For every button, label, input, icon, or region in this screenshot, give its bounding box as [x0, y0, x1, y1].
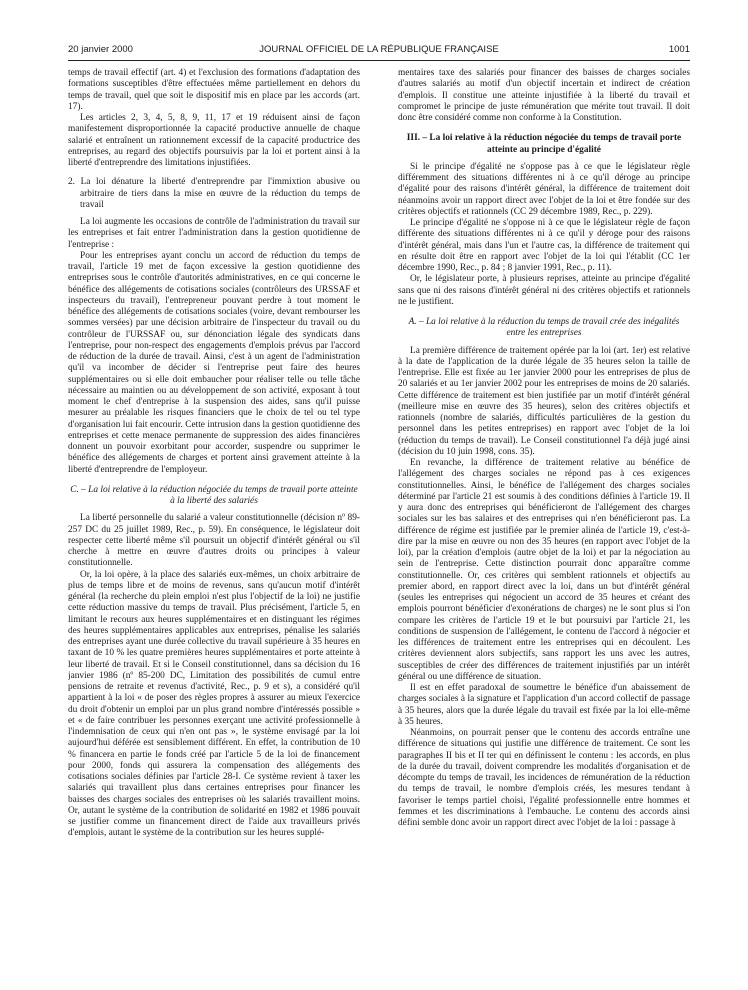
paragraph: Néanmoins, on pourrait penser que le contenu des accords entraîne une différence de situations qui justifie une différence de traitement. Ce sont les paragraphes II bis et II ter qui en définissent le contenu : les accords, en plus de la durée du travail, doivent comprendre les modalités d'organisation et de décompte du temps de travail, les incidences de rémunération de la réduction du temps de travail, le nombre d'emplois créés, les mesures tendant à favoriser le temps partiel choisi, l'égalité professionnelle entre hommes et femmes et les discriminations à l'embauche. Le contenu des accords ainsi défini semble donc avoir un rapport direct avec l'objet de la loi : passage à [398, 728, 690, 828]
paragraph: Si le principe d'égalité ne s'oppose pas à ce que le législateur règle différemment des situations différentes ni à ce qu'il déroge au principe d'égalité pour des raisons d'intérêt général, la différence de traitement doit néanmoins avoir un rapport direct avec l'objet de la loi et être fondée sur des critères objectifs et rationnels (CC 29 décembre 1989, Rec., p. 229). [398, 161, 690, 217]
paragraph: Les articles 2, 3, 4, 5, 8, 9, 11, 17 et 19 réduisent ainsi de façon manifestement disproportionnée la capacité productive annuelle de chaque salarié et entraînent un rationnement excessif de la capacité productrice des entreprises, au regard des objectifs poursuivis par la loi et portent ainsi à la liberté d'entreprendre des limitations injustifiées. [68, 113, 360, 168]
paragraph: Pour les entreprises ayant conclu un accord de réduction du temps de travail, l'article 19 met de façon excessive la gestion quotidienne des entreprises sous le contrôle d'autorités administratives, en ce qui concerne le bénéfice des allégements de cotisations sociales (contrôleurs des URSSAF et inspecteurs du travail), l'entrepreneur pouvant perdre à tout moment le bénéfice des allégements de cotisations sociales (voire, devant rembourser les sommes versées) par une décision arbitraire de l'inspecteur du travail ou du contrôleur de l'URSSAF ou, sur dénonciation légale des syndicats dans l'entreprise, pour non-respect des engagements d'emplois prévus par l'accord de réduction de la durée de travail. Ainsi, c'est à un agent de l'administration qu'il va incomber de décider si l'entreprise peut faire des heures supplémentaires ou si elle doit embaucher pour réaliser telle ou telle tâche nécessaire au maintien ou au développement de son activité, exposant à tout moment le chef d'entreprise à la suspension des aides, sans qu'il puisse mesurer au préalable les risques financiers que le choix de tel ou tel type d'organisation lui fait encourir. Cette intrusion dans la gestion quotidienne des entreprises et cette menace permanente de suppression des aides financières donnent un pouvoir exorbitant pour accorder, suspendre ou supprimer le bénéfice des allégements de charges et portent ainsi gravement atteinte à la liberté d'entreprendre de l'employeur. [68, 250, 360, 475]
numbered-subheading: 2. La loi dénature la liberté d'entreprendre par l'immixtion abusive ou arbitraire de tiers dans la mise en œuvre de la réduction du temps de travail [68, 177, 360, 210]
paragraph: Il est en effet paradoxal de soumettre le bénéfice d'un abaissement de charges sociales à la signature et l'application d'un accord collectif de passage à 35 heures, alors que la durée légale du travail est fixée par la loi elle-même à 35 heures. [398, 683, 690, 727]
paragraph: Or, la loi opère, à la place des salariés eux-mêmes, un choix arbitraire de plus de temps libre et de moins de revenus, sans qu'aucun motif d'intérêt général (la recherche du plein emploi n'est plus l'objectif de la loi) ne justifie cette réduction massive du temps de travail. Plus précisément, l'article 5, en limitant le recours aux heures supplémentaires et en distinguant les régimes des heures supplémentaires applicables aux entreprises, pénalise les salariés des entreprises ayant une durée collective du travail supérieure à 35 heures en taxant de 10 % les quatre premières heures supplémentaires et porte atteinte à leur liberté de travail. Et si le Conseil constitutionnel, dans sa décision du 16 janvier 1986 (nº 85-200 DC, Limitation des possibilités de cumul entre pensions de retraite et revenus d'activité, Rec., p. 9 et s), a considéré qu'il appartient à la loi « de poser des règles propres à assurer au mieux l'exercice du droit d'obtenir un emploi par un plus grand nombre d'intéressés possible » et « de faire contribuer les personnes exerçant une activité professionnelle à l'indemnisation de ceux qui n'en ont pas », le système envisagé par la loi aujourd'hui déférée est sensiblement différent. En effet, la contribution de 10 % financera en partie le fonds créé par l'article 5 de la loi de financement pour 2000, fonds qui assurera la compensation des allégements des cotisations sociales définies par l'article 28-I. Ce système revient à taxer les salariés qui travaillent plus dans certaines entreprises pour financer les baisses des charges sociales des entreprises où les salariés travaillent moins. Or, autant le système de la contribution de solidarité en 1982 et 1986 pouvait se justifier comme un financement direct de l'aide aux travailleurs privés d'emplois, autant le système de la contribution sur les heures supplé- [68, 569, 360, 839]
paragraph: La liberté personnelle du salarié a valeur constitutionnelle (décision nº 89-257 DC du 25 juillet 1989, Rec., p. 59). En conséquence, le législateur doit respecter cette liberté même s'il poursuit un objectif d'intérêt général ou s'il cherche à mettre en œuvre d'autres droits ou principes à valeur constitutionnelle. [68, 513, 360, 569]
running-header [68, 44, 690, 58]
paragraph: temps de travail effectif (art. 4) et l'exclusion des formations d'adaptation des formations susceptibles d'être effectuées même partiellement en dehors du temps de travail, quel que soit le dispositif mis en place par les accords (art. 17). [68, 68, 360, 112]
header-page-number: 1001 [668, 44, 690, 55]
header-date: 20 janvier 2000 [68, 44, 133, 55]
section-heading-c: C. – La loi relative à la réduction négociée du temps de travail porte atteinte à la liberté des salariés [70, 484, 358, 506]
paragraph: En revanche, la différence de traitement relative au bénéfice de l'allégement des charges sociales ne répond pas à ces exigences constitutionnelles. Ainsi, le bénéfice de l'allégement des charges sociales déterminé par l'article 21 est soumis à des conditions définies à l'article 19. Il y aura donc des entreprises qui bénéficieront de l'allégement des charges sociales sur les bas salaires et des entreprises qui n'en bénéficieront pas. La différence de régime est justifiée par le premier alinéa de l'article 19, c'est-à-dire par la mise en œuvre ou non des 35 heures (en rapport avec l'objet de la loi), par la création d'emplois (autre objet de la loi) et par la négociation au sein de l'entreprise. Cette distinction pourrait donc apparaître comme constitutionnelle. Or, ces critères qui semblent rationnels et objectifs au premier abord, en rapport direct avec la loi, dans un but d'intérêt général (seules les entreprises qui négocient un accord de 35 heures et créant des emplois pourront bénéficier d'exonérations de charges) ne le sont plus si l'on compare les critères de l'article 19 et le but poursuivi par l'article 21, les conditions de suspension de l'allégement, le contenu de l'accord à négocier et les différences de traitement entre les entreprises qui en découlent. Les critères deviennent alors subjectifs, sans rapport les uns avec les autres, susceptibles de créer des différences de traitement injustifiés par un intérêt général ou une différence de situation. [398, 458, 690, 682]
paragraph: mentaires taxe des salariés pour financer des baisses de charges sociales d'autres salariés au motif d'un objectif incertain et indirect de création d'emplois. Il constitue une atteinte injustifiée à la liberté du travail et compromet le principe de juste rémunération que mérite tout travail. Il doit donc être considéré comme non conforme à la Constitution. [398, 68, 690, 123]
header-journal-title: JOURNAL OFFICIEL DE LA RÉPUBLIQUE FRANÇAISE [259, 44, 499, 55]
paragraph: La première différence de traitement opérée par la loi (art. 1er) est relative à la date de l'application de la durée légale de 35 heures selon la taille de l'entreprise. Elle est fixée au 1er janvier 2000 pour les entreprises de plus de 20 salariés et au 1er janvier 2002 pour les entreprises de moins de 20 salariés. Cette différence de traitement est bien justifiée par un motif d'intérêt général (meilleure mise en œuvre des 35 heures), selon des critères objectifs et rationnels (nombre de salariés, difficultés particulières de la gestion du personnel dans les petites entreprises) en rapport avec l'objet de la loi (réduction du temps de travail). Le Conseil constitutionnel l'a déjà jugé ainsi (décision du 10 juin 1998, cons. 35). [398, 345, 690, 457]
paragraph: Le principe d'égalité ne s'oppose ni à ce que le législateur règle de façon différente des situations différentes ni à ce qu'il y déroge pour des raisons d'intérêt général, mais dans l'un et l'autre cas, la différence de traitement qui en résulte doit être en rapport avec l'objet de la loi qui l'établit (CC 1er décembre 1990, Rec., p. 84 ; 8 janvier 1991, Rec., p. 11). [398, 218, 690, 273]
paragraph: La loi augmente les occasions de contrôle de l'administration du travail sur les entreprises et fait entrer l'administration dans la gestion quotidienne de l'entreprise : [68, 217, 360, 250]
section-heading-a: A. – La loi relative à la réduction du temps de travail crée des inégalités entre les entreprises [408, 317, 680, 339]
right-column [398, 68, 690, 978]
section-heading-iii: III. – La loi relative à la réduction négociée du temps de travail porte atteinte au principe d'égalité [406, 133, 682, 155]
paragraph: Or, le législateur porte, à plusieurs reprises, atteinte au principe d'égalité sans que ni des raisons d'intérêt général ni des critères objectifs et rationnels ne le justifient. [398, 274, 690, 307]
header-rule [68, 60, 690, 61]
left-column [68, 68, 360, 978]
